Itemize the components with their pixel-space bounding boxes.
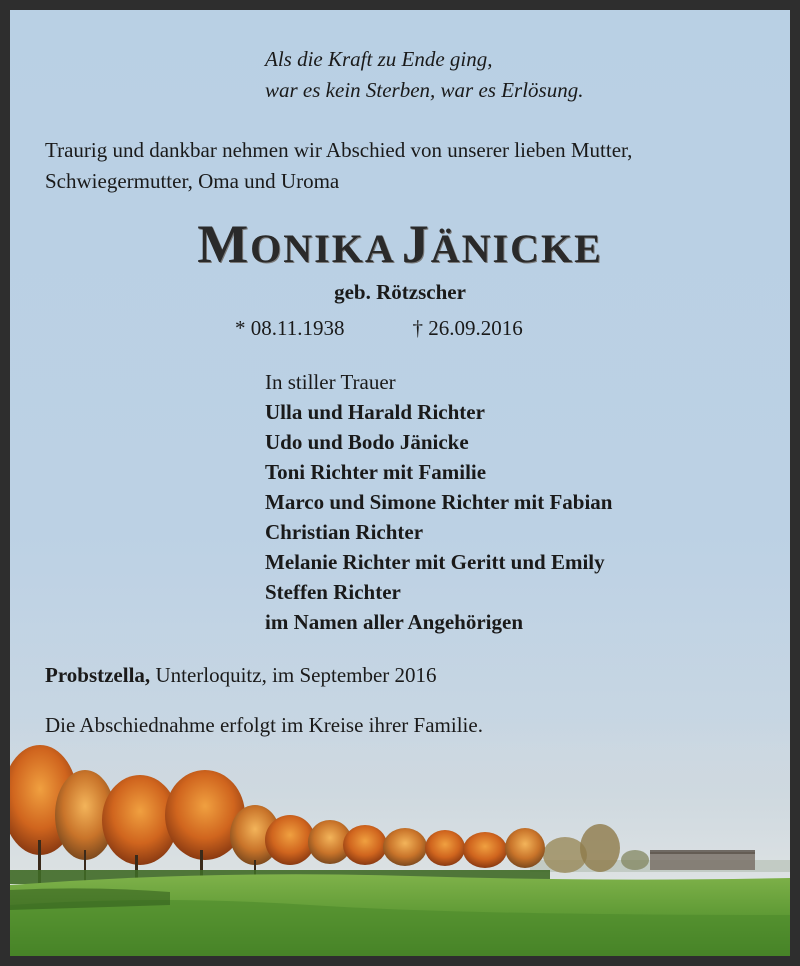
last-name-rest: ÄNICKE [430, 226, 603, 271]
farewell-note: Die Abschiednahme erfolgt im Kreise ihrer Familie. [45, 713, 483, 737]
intro-line-2: Schwiegermutter, Oma und Uroma [45, 169, 340, 193]
town-name: Probstzella, [45, 663, 151, 687]
mourner-name: Melanie Richter mit Geritt und Emily [265, 550, 605, 574]
first-name-rest: ONIKA [250, 226, 396, 271]
intro-text [45, 135, 775, 197]
life-dates [235, 316, 523, 341]
mourners-heading: In stiller Trauer [265, 370, 396, 394]
mourner-name: Christian Richter [265, 520, 424, 544]
mourner-name: Marco und Simone Richter mit Fabian [265, 490, 613, 514]
mourner-name: Udo und Bodo Jänicke [265, 430, 469, 454]
mourners-list [265, 367, 612, 637]
intro-line-1: Traurig und dankbar nehmen wir Abschied von unserer lieben Mutter, [45, 138, 633, 162]
mourner-name: Steffen Richter [265, 580, 401, 604]
motto [265, 44, 583, 106]
motto-line-2: war es kein Sterben, war es Erlösung. [265, 78, 584, 102]
deceased-name [10, 213, 790, 275]
place-and-date [45, 663, 437, 688]
motto-line-1: Als die Kraft zu Ende ging, [265, 47, 493, 71]
birth-date: * 08.11.1938 [235, 316, 345, 340]
last-name-initial: J [401, 214, 431, 274]
maiden-name: geb. Rötzscher [334, 280, 466, 304]
mourner-name: Ulla und Harald Richter [265, 400, 485, 424]
mourner-name: Toni Richter mit Familie [265, 460, 487, 484]
obituary-card [10, 10, 790, 956]
death-date: † 26.09.2016 [412, 316, 523, 340]
mourner-name: im Namen aller Angehörigen [265, 610, 524, 634]
autumn-landscape-photo [10, 710, 790, 956]
first-name-initial: M [197, 214, 251, 274]
place-rest: Unterloquitz, im September 2016 [150, 663, 437, 687]
